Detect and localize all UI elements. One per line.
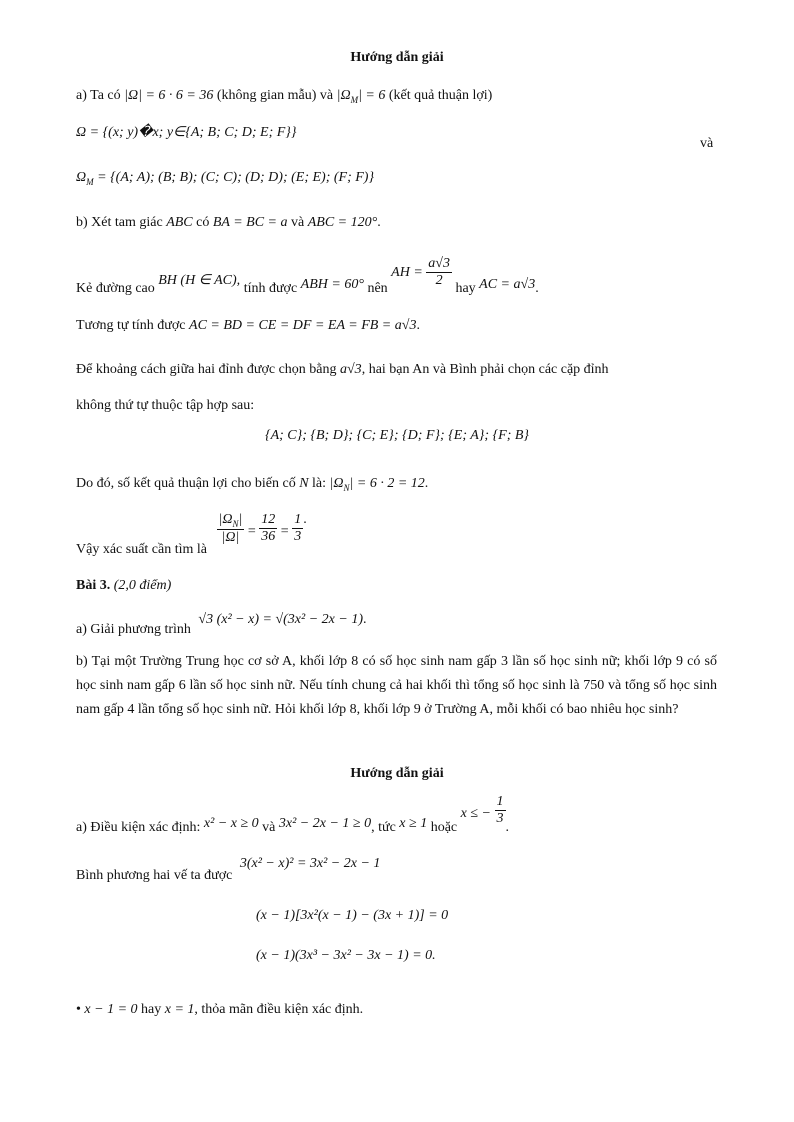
vertex-pairs-set: {A; C}; {B; D}; {C; E}; {D; F}; {E; A}; {F; B}: [264, 428, 530, 443]
cond-3: x ≥ 1: [399, 816, 428, 831]
equation-line: a) Giải phương trình √3 (x² − x) = √(3x² − 2x − 1).: [76, 612, 367, 637]
sample-space-label: (không gian mẫu) và: [216, 88, 334, 103]
triangle-name: ABC: [166, 215, 193, 230]
square-both-sides-line: Bình phương hai vế ta được 3(x² − x)² = 3x² − 2x − 1: [76, 856, 381, 883]
probability-fraction-2: $\frac{12}{36}$: [261, 512, 276, 544]
part-a-label: a) Ta có: [76, 88, 121, 103]
altitude-line: Kẻ đường cao BH (H ∈ AC), tính được ABH = 60° nên AH = $\frac{a√3}{2}$ hay AC = a√3.: [76, 256, 539, 296]
sides-eq: BA = BC = a: [212, 215, 288, 230]
step-factor-1: (x − 1)[3x²(x − 1) − (3x + 1)] = 0: [256, 908, 449, 923]
probability-fraction-1: $\frac{|\Omega_N|}{|\Omega|}$: [218, 512, 243, 545]
favorable-eq: $|\Omega_M| = 6$: [336, 88, 386, 105]
unordered-line: không thứ tự thuộc tập hợp sau:: [76, 398, 255, 413]
favorable-count-eq: $|\Omega_N| = 6 \cdot 2 = 12$: [329, 476, 425, 493]
favorable-count-line: Do đó, số kết quả thuận lợi cho biến cố N là: $|\Omega_N| = 6 \cdot 2 = 12$.: [76, 476, 429, 493]
solution-bullet-1: • x − 1 = 0 hay x = 1, thỏa mãn điều kiện xác định.: [76, 1002, 364, 1017]
cond-1: x² − x ≥ 0: [203, 816, 259, 831]
similar-line: Tương tự tính được AC = BD = CE = DF = EA = FB = a√3.: [76, 318, 420, 333]
probability-line: Vậy xác suất cần tìm là $\frac{|\Omega_N|}{|\Omega|}$ = $\frac{12}{36}$ = $\frac{1}{3}$ .: [76, 512, 307, 557]
part-a-intro-line: [76, 88, 492, 105]
step-factor-2: (x − 1)(3x³ − 3x² − 3x − 1) = 0.: [256, 948, 436, 963]
omega-m-definition: $\Omega_M = \{(A$; A); (B; B); (C; C); (D; D); (E; E); (F; F)}: [76, 170, 375, 187]
ah-fraction: $\frac{a√3}{2}$: [428, 256, 450, 288]
bullet-icon: •: [76, 1002, 81, 1017]
problem-3b-text: b) Tại một Trường Trung học cơ sở A, khối lớp 8 có số học sinh nam gấp 3 lần số học sinh nữ; khối lớp 9 có số học sinh nam gấp 6 lần số học sinh nữ. Nếu tính chung cả hai khối thì tổng số học sinh là 750 và tổng số học sinh nam gấp 4 lần tổng số học sinh nữ. Hỏi khối lớp 8, khối lớp 9 ở Trường A, mỗi khối có bao nhiêu học sinh?: [76, 654, 717, 717]
omega-definition: Ω = {(x; y)�x; y∈{A; B; C; D; E; F}}: [76, 125, 297, 140]
ac-eq: AC = a√3: [479, 277, 536, 292]
angle-abc: ABC = 120°: [307, 215, 378, 230]
domain-condition-line: a) Điều kiện xác định: x² − x ≥ 0 và 3x² − 2x − 1 ≥ 0, tức x ≥ 1 hoặc x ≤ − $\frac{1}{3}$ .: [76, 794, 509, 835]
equal-distances-eq: AC = BD = CE = DF = EA = FB = a√3: [189, 318, 417, 333]
omega-and: và: [700, 136, 714, 151]
favorable-label: (kết quả thuận lợi): [388, 88, 493, 103]
altitude-bh: BH (H ∈ AC),: [158, 273, 241, 288]
cond-4-fraction: $\frac{1}{3}$: [496, 794, 504, 826]
distance-condition-line: Để khoảng cách giữa hai đỉnh được chọn bằng a√3, hai bạn An và Bình phải chọn các cặp đỉnh: [76, 362, 609, 377]
sample-space-eq: |Ω| = 6 · 6 = 36: [124, 88, 214, 103]
probability-fraction-3: $\frac{1}{3}$: [294, 512, 302, 544]
heading-solution-2: Hướng dẫn giải: [350, 766, 444, 781]
problem-3-heading: Bài 3. (2,0 điểm): [76, 578, 172, 593]
heading-solution: Hướng dẫn giải: [350, 50, 444, 65]
ah-lhs: AH =: [391, 265, 423, 280]
angle-abh: ABH = 60°: [300, 277, 364, 292]
part-b-triangle-line: b) Xét tam giác ABC có BA = BC = a và ABC = 120°.: [76, 215, 381, 230]
equation-a: √3 (x² − x) = √(3x² − 2x − 1): [198, 612, 363, 627]
cond-2: 3x² − 2x − 1 ≥ 0: [278, 816, 372, 831]
squared-eq: 3(x² − x)² = 3x² − 2x − 1: [239, 856, 381, 871]
